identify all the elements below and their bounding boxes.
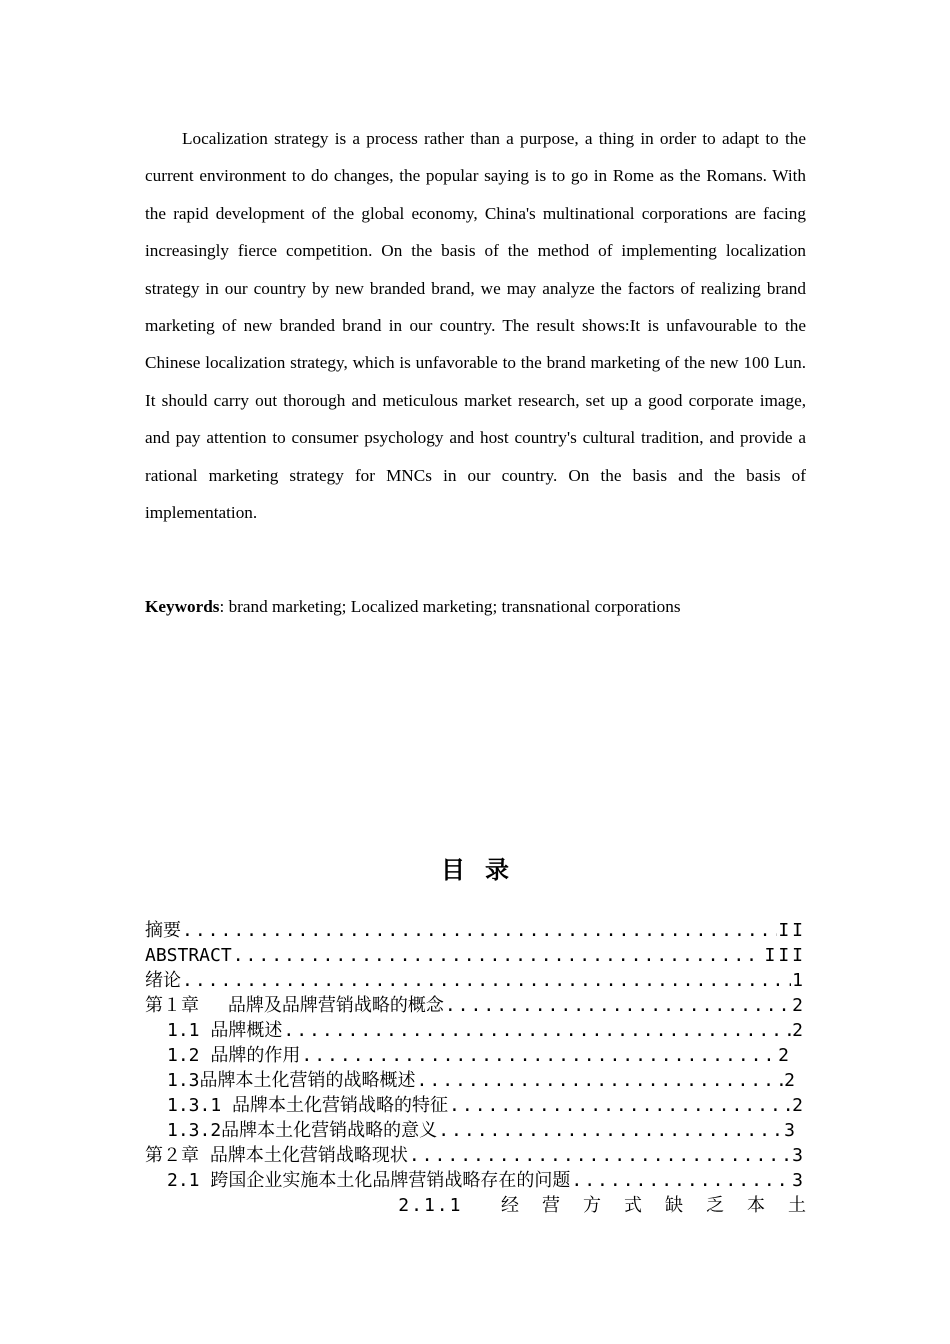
toc-entry-abstract-cn[interactable]	[145, 918, 806, 943]
toc-title: 目录	[441, 856, 529, 884]
keywords-label: Keywords	[145, 597, 220, 616]
toc-entry-section-2-1-1-partial[interactable]	[145, 1193, 829, 1218]
keywords-separator: :	[219, 597, 229, 616]
toc-entry-text: 1.3.1 品牌本土化营销战略的特征	[167, 1095, 449, 1116]
toc-leader-dots	[182, 918, 777, 943]
toc-entry-section-1-1[interactable]	[145, 1018, 806, 1043]
toc-page-number: 2	[778, 1045, 792, 1066]
toc-leader-dots	[449, 1093, 791, 1118]
toc-entry-text: 1.3.2品牌本土化营销战略的意义	[167, 1120, 438, 1141]
toc-page-number: II	[778, 920, 806, 941]
toc-page-number: 2	[792, 1020, 806, 1041]
toc-page-number: 3	[792, 1170, 806, 1191]
toc-page-number: 2	[792, 1095, 806, 1116]
toc-entry-introduction[interactable]	[145, 968, 806, 993]
toc-entry-number: 2.1.1	[398, 1195, 463, 1216]
toc-page-number: 3	[784, 1120, 798, 1141]
toc-entry-text: 绪论	[145, 970, 181, 991]
toc-entry-chapter-2[interactable]	[145, 1143, 806, 1168]
toc-leader-dots	[438, 1118, 783, 1143]
toc-entry-text: 1.3品牌本土化营销的战略概述	[167, 1070, 416, 1091]
toc-entry-abstract-en[interactable]	[145, 943, 806, 968]
toc-entry-section-1-2[interactable]	[145, 1043, 806, 1068]
abstract-paragraph: Localization strategy is a process rather than a purpose, a thing in order to adapt to the current environment to do changes, the popular saying is to go in Rome as the Romans. With the rapid development of the global economy, China's multinational corporations are facing increasingly fierce competition. On the basis of the method of implementing localization strategy in our country by new branded brand, we may analyze the factors of realizing brand marketing of new branded brand in our country. The result shows:It is unfavourable to the Chinese localization strategy, which is unfavorable to the brand marketing of the new 100 Lun. It should carry out thorough and meticulous market research, set up a good corporate image, and pay attention to consumer psychology and host country's cultural tradition, and provide a rational marketing strategy for MNCs in our country. On the basis and the basis of implementation.	[145, 129, 806, 523]
keywords-line	[145, 592, 806, 622]
toc-leader-dots	[182, 968, 791, 993]
toc-entry-section-2-1[interactable]	[145, 1168, 806, 1193]
toc-entry-text: 第２章 品牌本土化营销战略现状	[145, 1145, 408, 1166]
toc-leader-dots	[301, 1043, 777, 1068]
toc-leader-dots	[417, 1068, 784, 1093]
toc-entry-text: 1.2 品牌的作用	[167, 1045, 301, 1066]
toc-entry-text: 摘要	[145, 920, 181, 941]
toc-page-number: 2	[784, 1070, 798, 1091]
keywords-value: brand marketing; Localized marketing; transnational corporations	[228, 597, 681, 616]
toc-leader-dots	[283, 1018, 791, 1043]
toc-entry-text: 经营方式缺乏本土	[501, 1195, 829, 1216]
toc-entry-text: 1.1 品牌概述	[167, 1020, 283, 1041]
toc-entry-section-1-3-1[interactable]	[145, 1093, 806, 1118]
toc-leader-dots	[571, 1168, 791, 1193]
toc-leader-dots	[233, 943, 764, 968]
toc-page-number: 2	[792, 995, 806, 1016]
toc-page-number: III	[764, 945, 806, 966]
toc-page-number: 1	[792, 970, 806, 991]
toc-leader-dots	[445, 993, 791, 1018]
toc-entry-text: 2.1 跨国企业实施本土化品牌营销战略存在的问题	[167, 1170, 571, 1191]
toc-leader-dots	[409, 1143, 791, 1168]
toc-entry-text: 第１章 品牌及品牌营销战略的概念	[145, 995, 444, 1016]
toc-entry-text: ABSTRACT	[145, 945, 232, 966]
toc-entry-section-1-3[interactable]	[145, 1068, 806, 1093]
toc-entry-section-1-3-2[interactable]	[145, 1118, 806, 1143]
table-of-contents	[145, 918, 806, 1193]
toc-page-number: 3	[792, 1145, 806, 1166]
toc-entry-chapter-1[interactable]	[145, 993, 806, 1018]
